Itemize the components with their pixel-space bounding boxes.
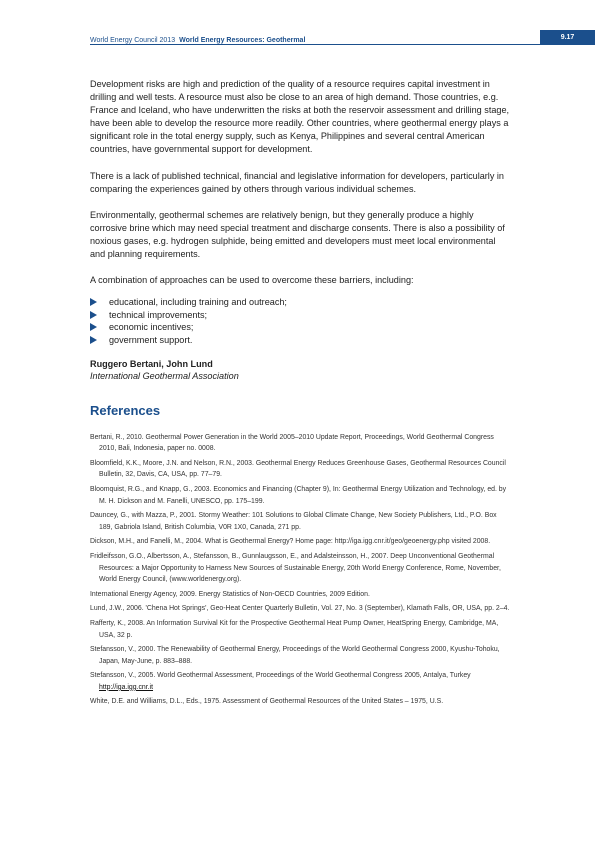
reference-item: Fridleifsson, G.O., Albertsson, A., Stefansson, B., Gunnlaugsson, E., and Adalsteinsson, H., 2007. Deep Unconventional Geothermal Resources: a Major Opportunity to Harness New Sources of Sustainable Energy, 20th World Energy Conference, Rome, November, World Energy Council, (www.worldenergy.org). (90, 552, 501, 584)
reference-item: Stefansson, V., 2000. The Renewability of Geothermal Energy, Proceedings of the World Geothermal Congress 2000, Kyushu-Tohoku, Japan, May-June, p. 883–888. (90, 646, 500, 665)
main-content (90, 78, 510, 711)
barrier-list (90, 296, 510, 346)
page-number: 9.17 (560, 34, 575, 41)
reference-item: Bloomquist, R.G., and Knapp, G., 2003. Economics and Financing (Chapter 9), In: Geothermal Energy Utilization and Technology, ed. by M. H. Dickson and M. Fanelli, UNESCO, pp. 175–199. (90, 485, 507, 505)
reference-item: Bloomfield, K.K., Moore, J.N. and Nelson, R.N., 2003. Geothermal Energy Reduces Greenhouse Gases, Geothermal Resources Council Bulletin, 32, Davis, CA, USA, pp. 77–79. (90, 459, 506, 479)
header-title: World Energy Resources: Geothermal (179, 37, 306, 44)
reference-item: Rafferty, K., 2008. An Information Survival Kit for the Prospective Geothermal Heat Pump Owner, HeatSpring Energy, Cambridge, MA, USA, 32 p. (90, 619, 499, 639)
running-header (90, 37, 305, 44)
header-org: World Energy Council 2013 (90, 37, 176, 44)
list-item: government support. (90, 334, 510, 347)
author-affiliation: International Geothermal Association (90, 371, 239, 382)
list-item: educational, including training and outreach; (90, 296, 510, 309)
list-item: economic incentives; (90, 321, 510, 334)
reference-list (90, 432, 510, 708)
reference-item: Lund, J.W., 2006. 'Chena Hot Springs', Geo-Heat Center Quarterly Bulletin, Vol. 27, No. 3 (September), Klamath Falls, OR, USA, pp. 2–4. (90, 605, 510, 613)
triangle-bullet-icon (90, 311, 97, 319)
reference-link[interactable]: http://iga.igg.cnr.it (99, 683, 154, 691)
page-number-tab (540, 30, 595, 45)
page-header (0, 0, 595, 46)
list-item: technical improvements; (90, 309, 510, 322)
reference-item: Bertani, R., 2010. Geothermal Power Generation in the World 2005–2010 Update Report, Proceedings, World Geothermal Congress 2010, Bali, Indonesia, paper no. 0008. (90, 433, 494, 453)
reference-item: Dickson, M.H., and Fanelli, M., 2004. What is Geothermal Energy? Home page: http://iga.igg.cnr.it/geo/geoenergy.php visited 2008. (90, 538, 491, 546)
triangle-bullet-icon (90, 323, 97, 331)
paragraph-environment: Environmentally, geothermal schemes are relatively benign, but they generally produce a highly corrosive brine which may need special treatment and discharge consents. There is also a possibility of noxious gases, e.g. hydrogen sulphide, being emitted and developers must meet local environmental and planning requirements. (90, 209, 505, 260)
references-heading: References (90, 402, 161, 418)
paragraph-risks: Development risks are high and prediction of the quality of a resource requires capital investment in drilling and well tests. A resource must also be close to an area of high demand. Those countries, e.g. France and Iceland, who have underwritten the risks at both the reservoir assessment and drilling stage, have been able to develop the resource more readily. Other countries, where geothermal energy plays a significant role in the total energy supply, such as Kenya, Philippines and several central American countries, have governmental support for development. (90, 79, 510, 155)
reference-item: Dauncey, G., with Mazza, P., 2001. Stormy Weather: 101 Solutions to Global Climate Change, New Society Publishers, Ltd., P.O. Box 189, Gabriola Island, British Columbia, V0R 1X0, Canada, 271 pp. (90, 512, 497, 531)
reference-item: Stefansson, V., 2005. World Geothermal Assessment, Proceedings of the World Geothermal Congress 2005, Antalya, Turkey http://iga.igg.cnr.it (90, 672, 471, 691)
triangle-bullet-icon (90, 336, 97, 344)
reference-item: White, D.E. and Williams, D.L., Eds., 1975. Assessment of Geothermal Resources of the United States – 1975, U.S. (90, 698, 444, 706)
reference-item: International Energy Agency, 2009. Energy Statistics of Non-OECD Countries, 2009 Edition. (90, 590, 370, 598)
header-rule (90, 44, 540, 45)
author-names: Ruggero Bertani, John Lund (90, 358, 213, 369)
paragraph-information: There is a lack of published technical, financial and legislative information for developers, particularly in comparing the experiences gained by others through various individual schemes. (90, 170, 504, 194)
triangle-bullet-icon (90, 298, 97, 306)
paragraph-approaches: A combination of approaches can be used to overcome these barriers, including: (90, 275, 414, 286)
